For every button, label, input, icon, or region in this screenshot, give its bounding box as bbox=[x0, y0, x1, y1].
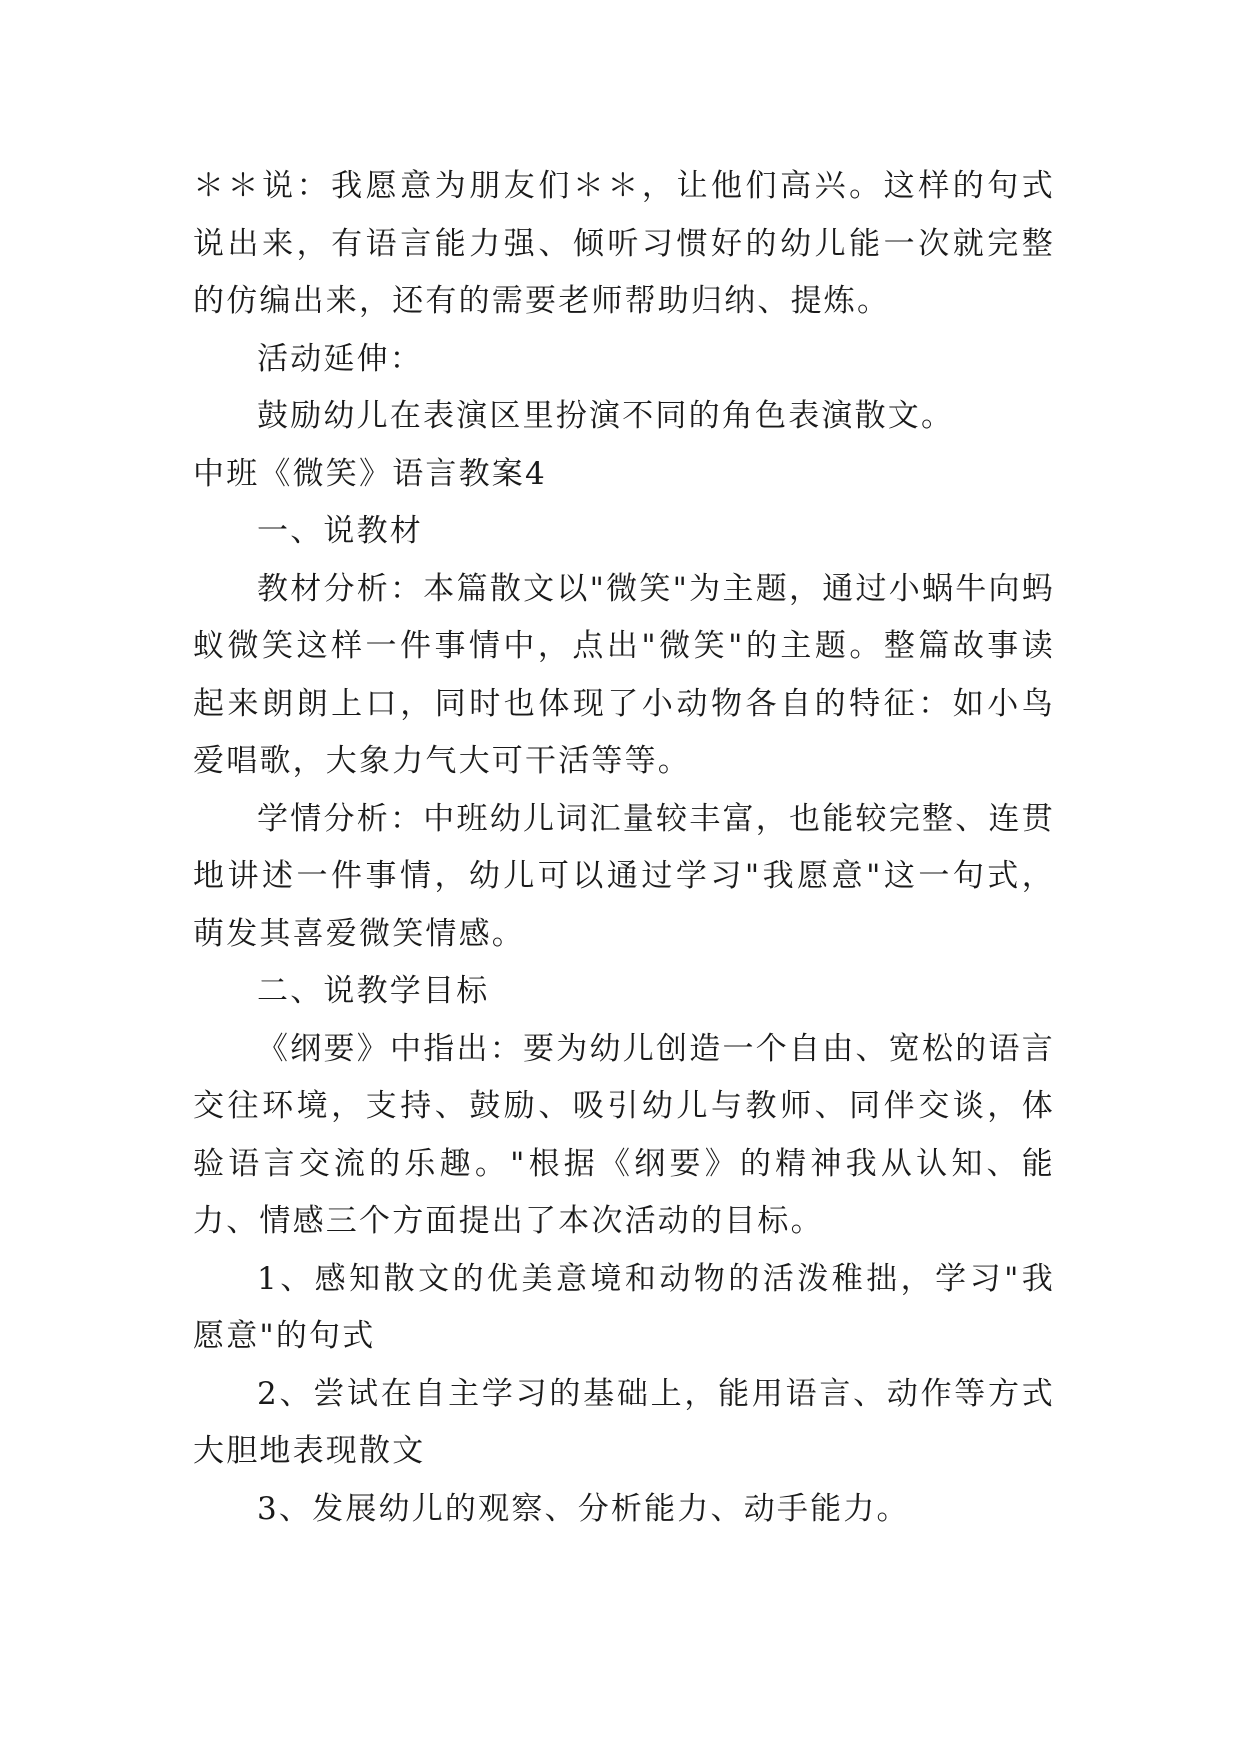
paragraph-material-analysis: 教材分析：本篇散文以"微笑"为主题，通过小蜗牛向蚂蚁微笑这样一件事情中，点出"微笑"的主题。整篇故事读起来朗朗上口，同时也体现了小动物各自的特征：如小鸟爱唱歌，大象力气大可干活等等。 bbox=[193, 570, 1055, 779]
paragraph-activity-extension: 鼓励幼儿在表演区里扮演不同的角色表演散文。 bbox=[257, 398, 955, 434]
paragraph-goal-2: 2、尝试在自主学习的基础上，能用语言、动作等方式大胆地表现散文 bbox=[193, 1375, 1055, 1469]
paragraph-teaching-material-heading: 一、说教材 bbox=[257, 513, 423, 549]
paragraph-guideline-quote: 《纲要》中指出：要为幼儿创造一个自由、宽松的语言交往环境，支持、鼓励、吸引幼儿与教师、同伴交谈，体验语言交流的乐趣。"根据《纲要》的精神我从认知、能力、情感三个方面提出了本次活动的目标。 bbox=[193, 1030, 1055, 1239]
paragraph-learner-analysis: 学情分析：中班幼儿词汇量较丰富，也能较完整、连贯地讲述一件事情，幼儿可以通过学习"我愿意"这一句式，萌发其喜爱微笑情感。 bbox=[193, 800, 1055, 952]
paragraph-goal-3: 3、发展幼儿的观察、分析能力、动手能力。 bbox=[257, 1490, 910, 1527]
paragraph-teaching-goals-heading: 二、说教学目标 bbox=[257, 973, 490, 1009]
section-heading: 中班《微笑》语言教案4 bbox=[193, 455, 547, 492]
paragraph-goal-1: 1、感知散文的优美意境和动物的活泼稚拙，学习"我愿意"的句式 bbox=[193, 1260, 1055, 1354]
document-body bbox=[193, 158, 1055, 1538]
paragraph-sentence-pattern: ＊＊说：我愿意为朋友们＊＊，让他们高兴。这样的句式说出来，有语言能力强、倾听习惯好的幼儿能一次就完整的仿编出来，还有的需要老师帮助归纳、提炼。 bbox=[193, 168, 1055, 319]
paragraph-activity-extension-label: 活动延伸： bbox=[257, 340, 423, 377]
